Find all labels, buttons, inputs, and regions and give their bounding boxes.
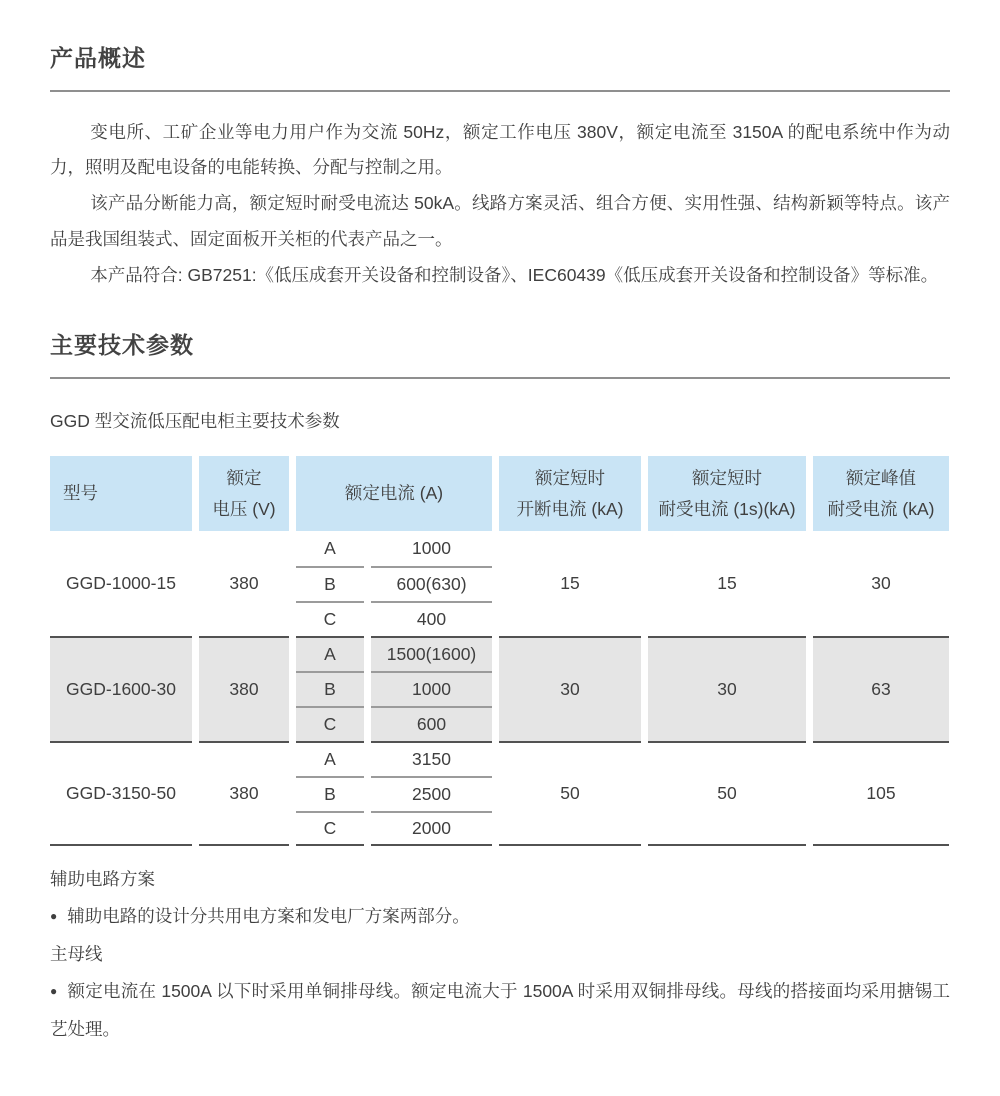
note-heading-main-busbar: 主母线 bbox=[50, 944, 103, 965]
header-rated-current: 额定电流 (A) bbox=[296, 456, 492, 531]
withstand-current-cell: 30 bbox=[648, 636, 806, 741]
header-breaking-current: 额定短时 开断电流 (kA) bbox=[499, 456, 641, 531]
phase-label: A bbox=[324, 538, 336, 559]
header-model: 型号 bbox=[50, 456, 192, 531]
tech-title-rule bbox=[50, 377, 950, 379]
table-caption: GGD 型交流低压配电柜主要技术参数 bbox=[50, 411, 340, 432]
section-title-overview: 产品概述 bbox=[50, 45, 146, 71]
voltage-cell: 380 bbox=[199, 636, 289, 741]
model-cell: GGD-3150-50 bbox=[50, 741, 192, 846]
withstand-current-cell: 15 bbox=[717, 573, 737, 594]
note-heading-aux-circuit: 辅助电路方案 bbox=[50, 869, 155, 890]
withstand-current-cell: 50 bbox=[648, 741, 806, 846]
current-value: 1000 bbox=[412, 538, 451, 559]
current-value: 400 bbox=[371, 601, 492, 636]
overview-paragraph-2: 该产品分断能力高，额定短时耐受电流达 50kA。线路方案灵活、组合方便、实用性强、结构新颖等特点。该产品是我国组装式、固定面板开关柜的代表产品之一。 bbox=[50, 193, 950, 249]
current-value: 1500(1600) bbox=[371, 636, 492, 671]
current-value: 2000 bbox=[371, 811, 492, 846]
header-peak-current: 额定峰值 耐受电流 (kA) bbox=[813, 456, 949, 531]
phase-label: C bbox=[296, 601, 364, 636]
bullet-icon: ● bbox=[50, 983, 58, 998]
section-title-tech-params: 主要技术参数 bbox=[50, 332, 194, 359]
model-cell: GGD-1000-15 bbox=[66, 573, 176, 594]
phase-label: B bbox=[296, 566, 364, 601]
current-value: 1000 bbox=[371, 671, 492, 706]
header-rated-voltage: 额定 电压 (V) bbox=[199, 456, 289, 531]
phase-label: B bbox=[296, 671, 364, 706]
bullet-icon: ● bbox=[50, 908, 58, 923]
peak-current-cell: 63 bbox=[813, 636, 949, 741]
current-value: 3150 bbox=[371, 741, 492, 776]
tech-params-table bbox=[50, 456, 950, 846]
model-cell: GGD-1600-30 bbox=[50, 636, 192, 741]
notes-section bbox=[50, 861, 950, 1048]
current-value: 2500 bbox=[371, 776, 492, 811]
phase-label: C bbox=[296, 706, 364, 741]
breaking-current-cell: 50 bbox=[499, 741, 641, 846]
voltage-cell: 380 bbox=[199, 741, 289, 846]
peak-current-cell: 30 bbox=[871, 573, 891, 594]
peak-current-cell: 105 bbox=[813, 741, 949, 846]
note-bullet-aux-circuit bbox=[50, 898, 950, 937]
overview-paragraph-1: 变电所、工矿企业等电力用户作为交流 50Hz，额定工作电压 380V，额定电流至 3150A 的配电系统中作为动力，照明及配电设备的电能转换、分配与控制之用。 bbox=[50, 121, 950, 178]
phase-label: C bbox=[296, 811, 364, 846]
current-value: 600(630) bbox=[371, 566, 492, 601]
current-value: 600 bbox=[371, 706, 492, 741]
header-withstand-current: 额定短时 耐受电流 (1s)(kA) bbox=[648, 456, 806, 531]
breaking-current-cell: 15 bbox=[560, 573, 580, 594]
phase-label: A bbox=[296, 636, 364, 671]
voltage-cell: 380 bbox=[229, 573, 259, 594]
note-bullet-text: 额定电流在 1500A 以下时采用单铜排母线。额定电流大于 1500A 时采用双铜排母线。母线的搭接面均采用搪锡工艺处理。 bbox=[50, 980, 950, 1040]
breaking-current-cell: 30 bbox=[499, 636, 641, 741]
overview-text bbox=[50, 115, 950, 294]
note-bullet-main-busbar bbox=[50, 973, 950, 1048]
phase-label: B bbox=[296, 776, 364, 811]
phase-label: A bbox=[296, 741, 364, 776]
note-bullet-text: 辅助电路的设计分共用电方案和发电厂方案两部分。 bbox=[67, 905, 470, 926]
overview-title-rule bbox=[50, 90, 950, 92]
overview-paragraph-3: 本产品符合: GB7251:《低压成套开关设备和控制设备》、IEC60439《低压成套开关设备和控制设备》等标准。 bbox=[90, 264, 939, 285]
